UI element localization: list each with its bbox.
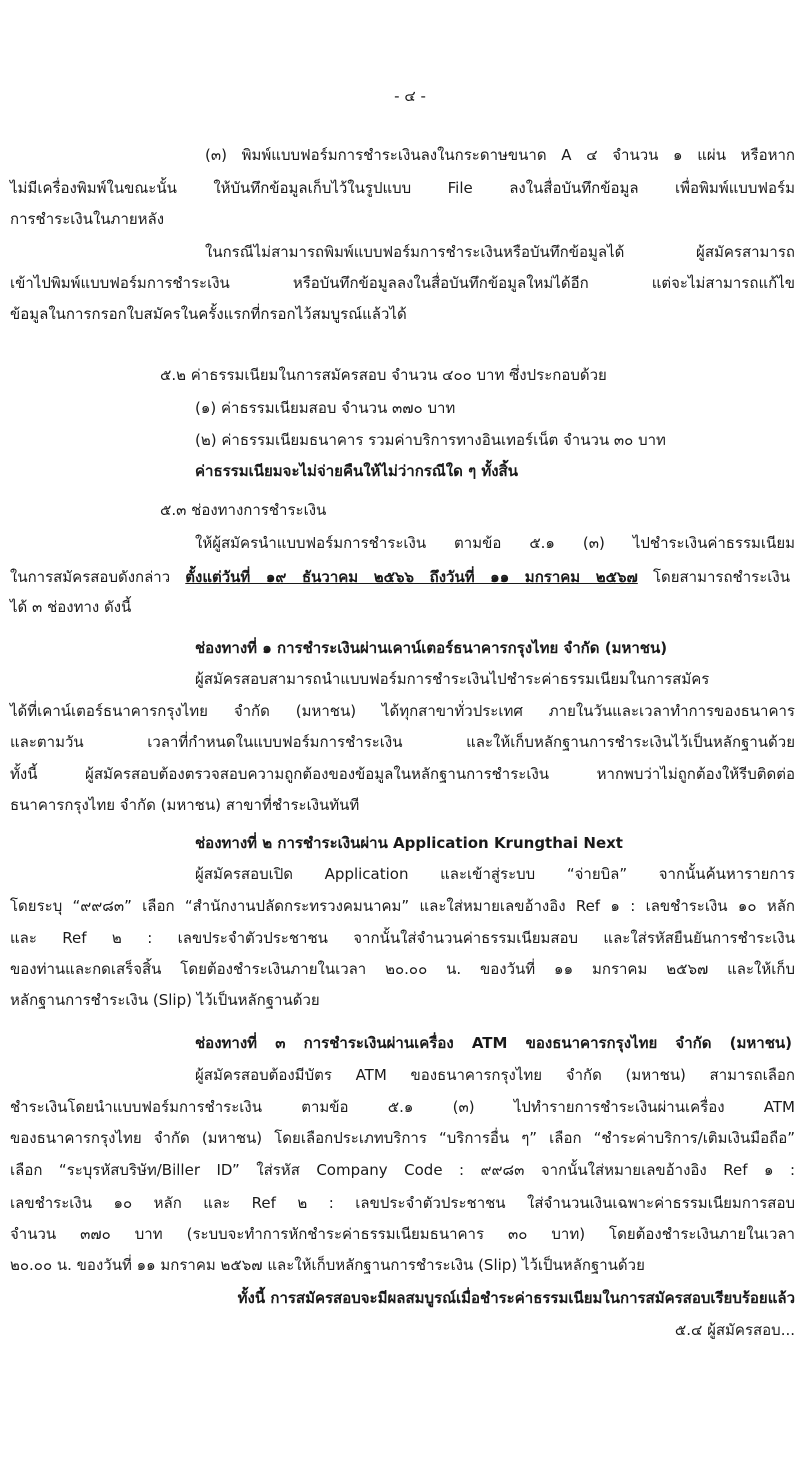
page-number: - ๔ - bbox=[394, 87, 426, 105]
text-line: ในกรณีไม่สามารถพิมพ์แบบฟอร์มการชำระเงินหรือบันทึกข้อมูลได้ ผู้สมัครสามารถ bbox=[205, 243, 795, 261]
heading-line: ทั้งนี้ การสมัครสอบจะมีผลสมบูรณ์เมื่อชำระค่าธรรมเนียมในการสมัครสอบเรียบร้อยแล้ว bbox=[237, 1289, 795, 1307]
text-line: ผู้สมัครสอบเปิด Application และเข้าสู่ระบบ “จ่ายบิล” จากนั้นค้นหารายการ bbox=[195, 865, 795, 883]
text-line: และตามวัน เวลาที่กำหนดในแบบฟอร์มการชำระเงิน และให้เก็บหลักฐานการชำระเงินไว้เป็นหลักฐานด้วย bbox=[10, 733, 795, 751]
text-line: (๑) ค่าธรรมเนียมสอบ จำนวน ๓๗๐ บาท bbox=[195, 399, 456, 417]
text-line: ผู้สมัครสอบต้องมีบัตร ATM ของธนาคารกรุงไทย จำกัด (มหาชน) สามารถเลือก bbox=[195, 1066, 795, 1084]
text-line: ๕.๓ ช่องทางการชำระเงิน bbox=[160, 501, 327, 519]
text-line: เลขชำระเงิน ๑๐ หลัก และ Ref ๒ : เลขประจำตัวประชาชน ใส่จำนวนเงินเฉพาะค่าธรรมเนียมการสอบ bbox=[10, 1194, 795, 1212]
text-line: ได้ที่เคาน์เตอร์ธนาคารกรุงไทย จำกัด (มหาชน) ได้ทุกสาขาทั่วประเทศ ภายในวันและเวลาทำการของธนาคาร bbox=[10, 702, 795, 720]
text-line: ธนาคารกรุงไทย จำกัด (มหาชน) สาขาที่ชำระเงินทันที bbox=[10, 796, 360, 814]
text-line: ให้ผู้สมัครนำแบบฟอร์มการชำระเงิน ตามข้อ ๕.๑ (๓) ไปชำระเงินค่าธรรมเนียม bbox=[195, 534, 795, 552]
date-line bbox=[10, 563, 790, 591]
text-line: โดยระบุ “๙๙๘๓” เลือก “สำนักงานปลัดกระทรวงคมนาคม” และใส่หมายเลขอ้างอิง Ref ๑ : เลขชำระเงิน ๑๐ หลัก bbox=[10, 897, 795, 915]
text-line: เลือก “ระบุรหัสบริษัท/Biller ID” ใส่รหัส Company Code : ๙๙๘๓ จากนั้นใส่หมายเลขอ้างอิง Ref ๑ : bbox=[10, 1161, 795, 1179]
date-line-after: โดยสามารถชำระเงิน bbox=[637, 568, 790, 586]
heading-line: ช่องทางที่ ๒ การชำระเงินผ่าน Application Krungthai Next bbox=[195, 834, 623, 852]
text-line: เข้าไปพิมพ์แบบฟอร์มการชำระเงิน หรือบันทึกข้อมูลลงในสื่อบันทึกข้อมูลใหม่ได้อีก แต่จะไม่สามารถแก้ไข bbox=[10, 274, 795, 292]
text-line: และ Ref ๒ : เลขประจำตัวประชาชน จากนั้นใส่จำนวนค่าธรรมเนียมสอบ และใส่รหัสยืนยันการชำระเงิน bbox=[10, 929, 795, 947]
text-line: ๕.๒ ค่าธรรมเนียมในการสมัครสอบ จำนวน ๔๐๐ บาท ซึ่งประกอบด้วย bbox=[160, 366, 607, 384]
text-line: ไม่มีเครื่องพิมพ์ในขณะนั้น ให้บันทึกข้อมูลเก็บไว้ในรูปแบบ File ลงในสื่อบันทึกข้อมูล เพื่อพิมพ์แบบฟอร์ม bbox=[10, 179, 795, 197]
text-line: ทั้งนี้ ผู้สมัครสอบต้องตรวจสอบความถูกต้องของข้อมูลในหลักฐานการชำระเงิน หากพบว่าไม่ถูกต้องให้รีบติดต่อ bbox=[10, 765, 795, 783]
date-line-deadline: ตั้งแต่วันที่ ๑๙ ธันวาคม ๒๕๖๖ ถึงวันที่ ๑๑ มกราคม ๒๕๖๗ bbox=[185, 568, 638, 586]
heading-line: ช่องทางที่ ๓ การชำระเงินผ่านเครื่อง ATM ของธนาคารกรุงไทย จำกัด (มหาชน) bbox=[195, 1034, 792, 1052]
text-line: ผู้สมัครสอบสามารถนำแบบฟอร์มการชำระเงินไปชำระค่าธรรมเนียมในการสมัคร bbox=[195, 670, 710, 688]
text-line: ของท่านและกดเสร็จสิ้น โดยต้องชำระเงินภายในเวลา ๒๐.๐๐ น. ของวันที่ ๑๑ มกราคม ๒๕๖๗ และให้เก็บ bbox=[10, 960, 795, 978]
text-line: ชำระเงินโดยนำแบบฟอร์มการชำระเงิน ตามข้อ ๕.๑ (๓) ไปทำรายการชำระเงินผ่านเครื่อง ATM bbox=[10, 1098, 795, 1116]
heading-line: ช่องทางที่ ๑ การชำระเงินผ่านเคาน์เตอร์ธนาคารกรุงไทย จำกัด (มหาชน) bbox=[195, 639, 668, 657]
text-line: (๒) ค่าธรรมเนียมธนาคาร รวมค่าบริการทางอินเทอร์เน็ต จำนวน ๓๐ บาท bbox=[195, 431, 666, 449]
text-line: จำนวน ๓๗๐ บาท (ระบบจะทำการหักชำระค่าธรรมเนียมธนาคาร ๓๐ บาท) โดยต้องชำระเงินภายในเวลา bbox=[10, 1225, 795, 1243]
text-line: หลักฐานการชำระเงิน (Slip) ไว้เป็นหลักฐานด้วย bbox=[10, 991, 320, 1009]
text-line: ๕.๔ ผู้สมัครสอบ... bbox=[674, 1321, 795, 1339]
date-line-before: ในการสมัครสอบดังกล่าว bbox=[10, 568, 186, 586]
text-line: การชำระเงินในภายหลัง bbox=[10, 210, 165, 228]
text-line: (๓) พิมพ์แบบฟอร์มการชำระเงินลงในกระดาษขนาด A ๔ จำนวน ๑ แผ่น หรือหาก bbox=[205, 146, 795, 164]
text-line: ๒๐.๐๐ น. ของวันที่ ๑๑ มกราคม ๒๕๖๗ และให้เก็บหลักฐานการชำระเงิน (Slip) ไว้เป็นหลักฐานด้วย bbox=[10, 1256, 645, 1274]
text-line: ข้อมูลในการกรอกใบสมัครในครั้งแรกที่กรอกไว้สมบูรณ์แล้วได้ bbox=[10, 305, 407, 323]
heading-line: ค่าธรรมเนียมจะไม่จ่ายคืนให้ไม่ว่ากรณีใด ๆ ทั้งสิ้น bbox=[195, 462, 518, 480]
text-line: ได้ ๓ ช่องทาง ดังนี้ bbox=[10, 598, 132, 616]
text-line: ของธนาคารกรุงไทย จำกัด (มหาชน) โดยเลือกประเภทบริการ “บริการอื่น ๆ” เลือก “ชำระค่าบริการ/เติมเงินมือถือ” bbox=[10, 1129, 795, 1147]
